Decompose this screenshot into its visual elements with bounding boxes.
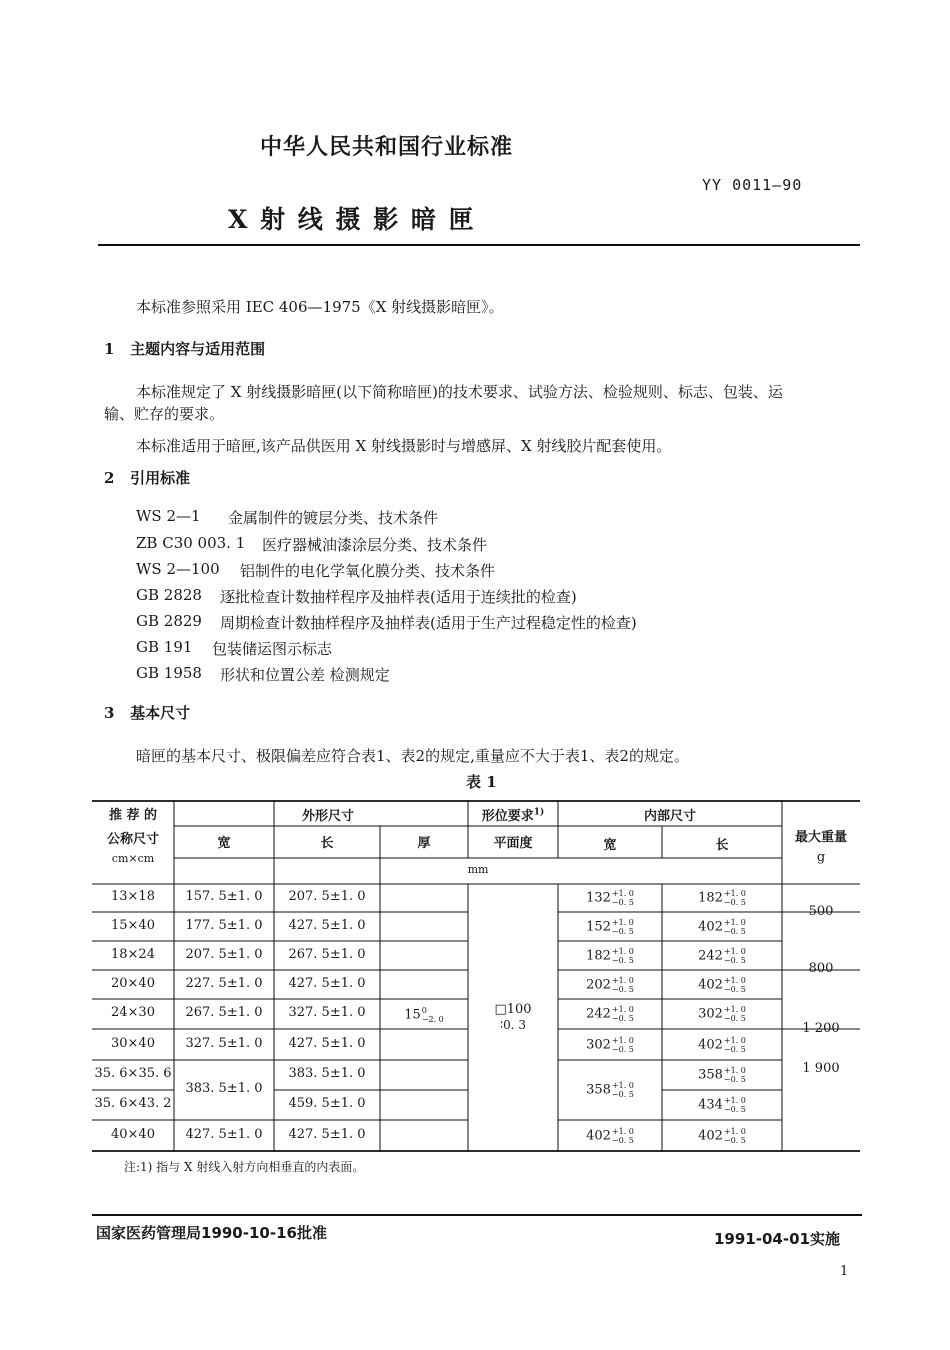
outer-width-cell: 207. 5±1. 0 xyxy=(185,947,263,962)
tolerance xyxy=(724,889,746,907)
outer-length-cell: 267. 5±1. 0 xyxy=(288,947,366,962)
reference-code: GB 191 xyxy=(136,638,193,656)
tolerance xyxy=(724,1127,746,1145)
inner-width-cell xyxy=(558,976,662,994)
inner-length-cell xyxy=(662,1036,782,1054)
tolerance xyxy=(724,976,746,994)
table-note: 注:1) 指与 X 射线入射方向相垂直的内表面。 xyxy=(124,1160,365,1174)
outer-length-cell: 383. 5±1. 0 xyxy=(288,1066,366,1081)
tolerance-lower: −0. 5 xyxy=(723,985,746,994)
section-3-heading xyxy=(104,702,190,723)
thickness-tol-down: −2. 0 xyxy=(421,1015,444,1024)
tolerance xyxy=(612,1127,634,1145)
header-weight-unit: g xyxy=(816,850,826,865)
tolerance xyxy=(612,1081,634,1099)
tolerance xyxy=(612,976,634,994)
table-caption: 表 1 xyxy=(466,773,497,791)
outer-length-cell: 427. 5±1. 0 xyxy=(288,918,366,933)
tolerance xyxy=(724,1096,746,1114)
tolerance-upper: +1. 0 xyxy=(723,1127,746,1136)
tolerance-lower: −0. 5 xyxy=(611,898,634,907)
dimension-base: 202 xyxy=(586,977,611,993)
dimension-base: 402 xyxy=(698,1037,723,1053)
tolerance-upper: +1. 0 xyxy=(611,1127,634,1136)
tolerance-upper: +1. 0 xyxy=(611,1081,634,1090)
dimension-base: 132 xyxy=(586,890,611,906)
reference-title: 形状和位置公差 检测规定 xyxy=(220,666,390,684)
tolerance-lower: −0. 5 xyxy=(723,1136,746,1145)
tolerance-upper: +1. 0 xyxy=(611,1036,634,1045)
max-weight-cell: 1 200 xyxy=(802,1021,840,1036)
thickness-base: 15 xyxy=(404,1007,421,1023)
header-nominal-unit: cm×cm xyxy=(111,852,155,865)
inner-width-cell xyxy=(558,1127,662,1145)
form-req-footnote-ref: 1) xyxy=(533,807,545,818)
tolerance xyxy=(612,947,634,965)
tolerance xyxy=(612,1036,634,1054)
tolerance-upper: +1. 0 xyxy=(723,1096,746,1105)
nominal-size-cell: 35. 6×43. 2 xyxy=(94,1096,172,1111)
section-2-heading xyxy=(104,467,190,488)
section-3-para: 暗匣的基本尺寸、极限偏差应符合表1、表2的规定,重量应不大于表1、表2的规定。 xyxy=(136,747,689,765)
nominal-size-cell: 35. 6×35. 6 xyxy=(94,1066,172,1081)
nominal-size-cell: 20×40 xyxy=(111,976,155,991)
inner-width-cell xyxy=(558,947,662,965)
header-nominal-line1: 推 荐 的 xyxy=(108,808,158,823)
header-flatness: 平面度 xyxy=(493,836,533,851)
effective-text: 1991-04-01实施 xyxy=(714,1230,840,1248)
inner-length-cell xyxy=(662,1005,782,1023)
tolerance-upper: +1. 0 xyxy=(611,947,634,956)
tolerance-lower: −0. 5 xyxy=(611,1090,634,1099)
tolerance-upper: +1. 0 xyxy=(611,889,634,898)
tolerance-lower: −0. 5 xyxy=(611,956,634,965)
dimension-base: 242 xyxy=(586,1006,611,1022)
max-weight-cell: 500 xyxy=(808,904,834,919)
reference-title: 逐批检查计数抽样程序及抽样表(适用于连续批的检查) xyxy=(220,588,577,606)
dimensions-table xyxy=(92,800,860,1152)
inner-length-cell xyxy=(662,1066,782,1084)
nominal-size-cell: 13×18 xyxy=(111,889,155,904)
outer-length-cell: 427. 5±1. 0 xyxy=(288,1127,366,1142)
tolerance xyxy=(612,1005,634,1023)
tolerance-upper: +1. 0 xyxy=(611,918,634,927)
tolerance xyxy=(724,1005,746,1023)
document-number: YY 0011—90 xyxy=(702,176,803,194)
header-inner: 内部尺寸 xyxy=(643,809,696,824)
outer-width-cell: 227. 5±1. 0 xyxy=(185,976,263,991)
header-nominal-line2: 公称尺寸 xyxy=(106,832,159,847)
form-req-label: 形位要求 xyxy=(481,809,534,824)
reference-title: 周期检查计数抽样程序及抽样表(适用于生产过程稳定性的检查) xyxy=(220,614,637,632)
tolerance xyxy=(724,947,746,965)
dimension-base: 402 xyxy=(698,977,723,993)
header-unit-mm: mm xyxy=(467,863,489,876)
inner-length-cell xyxy=(662,947,782,965)
tolerance-lower: −0. 5 xyxy=(723,1014,746,1023)
tolerance xyxy=(612,918,634,936)
tolerance-lower: −0. 5 xyxy=(611,1045,634,1054)
reference-code: GB 1958 xyxy=(136,664,202,682)
reference-code: GB 2828 xyxy=(136,586,202,604)
header-inner-length: 长 xyxy=(715,838,729,853)
max-weight-cell: 800 xyxy=(808,961,834,976)
tolerance-lower: −0. 5 xyxy=(611,1014,634,1023)
approval-text: 国家医药管理局1990-10-16批准 xyxy=(96,1224,327,1242)
section-number: 1 xyxy=(104,340,115,358)
tolerance-lower: −0. 5 xyxy=(723,927,746,936)
page-number: 1 xyxy=(840,1264,849,1279)
thickness-value xyxy=(380,1006,468,1024)
dimension-base: 152 xyxy=(586,919,611,935)
nominal-size-cell: 15×40 xyxy=(111,918,155,933)
footer-rule xyxy=(92,1214,862,1216)
dimension-base: 402 xyxy=(698,1128,723,1144)
outer-length-cell: 459. 5±1. 0 xyxy=(288,1096,366,1111)
tolerance xyxy=(724,918,746,936)
nominal-size-cell: 24×30 xyxy=(111,1005,155,1020)
tolerance-upper: +1. 0 xyxy=(611,1005,634,1014)
outer-width-cell: 427. 5±1. 0 xyxy=(185,1127,263,1142)
section-title: 引用标准 xyxy=(130,469,191,487)
nominal-size-cell: 40×40 xyxy=(111,1127,155,1142)
tolerance xyxy=(724,1036,746,1054)
header-max-weight: 最大重量 xyxy=(794,830,847,845)
tolerance-upper: +1. 0 xyxy=(723,918,746,927)
dimension-base: 302 xyxy=(698,1006,723,1022)
dimension-base: 182 xyxy=(586,948,611,964)
reference-title: 医疗器械油漆涂层分类、技术条件 xyxy=(262,536,488,554)
tolerance-lower: −0. 5 xyxy=(723,956,746,965)
dimension-base: 182 xyxy=(698,890,723,906)
inner-length-cell xyxy=(662,1096,782,1114)
document-title: X 射 线 摄 影 暗 匣 xyxy=(228,205,474,234)
tolerance-upper: +1. 0 xyxy=(723,1066,746,1075)
outer-width-cell: 267. 5±1. 0 xyxy=(185,1005,263,1020)
flatness-value-line2: ∶0. 3 xyxy=(499,1018,527,1032)
reference-title: 金属制件的镀层分类、技术条件 xyxy=(228,509,439,527)
dimension-base: 358 xyxy=(586,1082,611,1098)
outer-length-cell: 327. 5±1. 0 xyxy=(288,1005,366,1020)
section-number: 2 xyxy=(104,469,115,487)
section-title: 基本尺寸 xyxy=(130,704,191,722)
tolerance-upper: +1. 0 xyxy=(723,1005,746,1014)
header-inner-width: 宽 xyxy=(603,838,617,853)
max-weight-cell: 1 900 xyxy=(802,1061,840,1076)
tolerance-upper: +1. 0 xyxy=(611,976,634,985)
standard-category: 中华人民共和国行业标准 xyxy=(260,134,514,160)
tolerance-lower: −0. 5 xyxy=(723,1105,746,1114)
section-1-para1-line2: 输、贮存的要求。 xyxy=(104,405,225,423)
tolerance-lower: −0. 5 xyxy=(611,985,634,994)
dimension-base: 358 xyxy=(698,1067,723,1083)
nominal-size-cell: 30×40 xyxy=(111,1036,155,1051)
section-number: 3 xyxy=(104,704,115,722)
tolerance-upper: +1. 0 xyxy=(723,889,746,898)
reference-code: WS 2—100 xyxy=(136,560,220,578)
reference-code: WS 2—1 xyxy=(136,507,201,525)
nominal-size-cell: 18×24 xyxy=(111,947,155,962)
inner-width-cell xyxy=(558,1036,662,1054)
tolerance-lower: −0. 5 xyxy=(611,927,634,936)
header-form-requirement xyxy=(468,805,558,824)
dimension-base: 242 xyxy=(698,948,723,964)
header-width: 宽 xyxy=(217,836,231,851)
outer-width-cell: 177. 5±1. 0 xyxy=(185,918,263,933)
tolerance-lower: −0. 5 xyxy=(723,1045,746,1054)
header-outer: 外形尺寸 xyxy=(301,809,354,824)
reference-title: 包装储运图示标志 xyxy=(212,640,333,658)
inner-length-cell xyxy=(662,918,782,936)
outer-width-cell: 157. 5±1. 0 xyxy=(185,889,263,904)
intro-text: 本标准参照采用 IEC 406—1975《X 射线摄影暗匣》。 xyxy=(136,298,504,316)
inner-width-cell xyxy=(558,1005,662,1023)
flatness-value-line1: □100 xyxy=(494,1002,532,1017)
inner-length-cell xyxy=(662,889,782,907)
reference-title: 铝制件的电化学氧化膜分类、技术条件 xyxy=(240,562,496,580)
inner-width-cell xyxy=(558,918,662,936)
inner-width-cell xyxy=(558,889,662,907)
tolerance-upper: +1. 0 xyxy=(723,1036,746,1045)
tolerance xyxy=(612,889,634,907)
section-title: 主题内容与适用范围 xyxy=(130,340,266,358)
reference-code: GB 2829 xyxy=(136,612,202,630)
header-rule xyxy=(98,244,860,246)
outer-length-cell: 207. 5±1. 0 xyxy=(288,889,366,904)
dimension-base: 434 xyxy=(698,1097,723,1113)
dimension-base: 402 xyxy=(698,919,723,935)
section-1-para2: 本标准适用于暗匣,该产品供医用 X 射线摄影时与增感屏、X 射线胶片配套使用。 xyxy=(136,437,672,455)
tolerance-upper: +1. 0 xyxy=(723,976,746,985)
outer-width-cell: 327. 5±1. 0 xyxy=(185,1036,263,1051)
thickness-tol-up: 0 xyxy=(421,1006,427,1015)
dimension-base: 302 xyxy=(586,1037,611,1053)
outer-width-cell: 383. 5±1. 0 xyxy=(185,1081,263,1096)
section-1-heading xyxy=(104,338,265,359)
header-length: 长 xyxy=(320,836,334,851)
reference-code: ZB C30 003. 1 xyxy=(136,534,246,552)
tolerance-lower: −0. 5 xyxy=(723,1075,746,1084)
tolerance xyxy=(724,1066,746,1084)
inner-width-cell xyxy=(558,1081,662,1099)
outer-length-cell: 427. 5±1. 0 xyxy=(288,976,366,991)
outer-length-cell: 427. 5±1. 0 xyxy=(288,1036,366,1051)
tolerance-lower: −0. 5 xyxy=(723,898,746,907)
tolerance-lower: −0. 5 xyxy=(611,1136,634,1145)
header-thickness: 厚 xyxy=(417,836,431,851)
inner-length-cell xyxy=(662,976,782,994)
tolerance-upper: +1. 0 xyxy=(723,947,746,956)
inner-length-cell xyxy=(662,1127,782,1145)
dimension-base: 402 xyxy=(586,1128,611,1144)
section-1-para1-line1: 本标准规定了 X 射线摄影暗匣(以下简称暗匣)的技术要求、试验方法、检验规则、标志、包装、运 xyxy=(136,383,783,401)
